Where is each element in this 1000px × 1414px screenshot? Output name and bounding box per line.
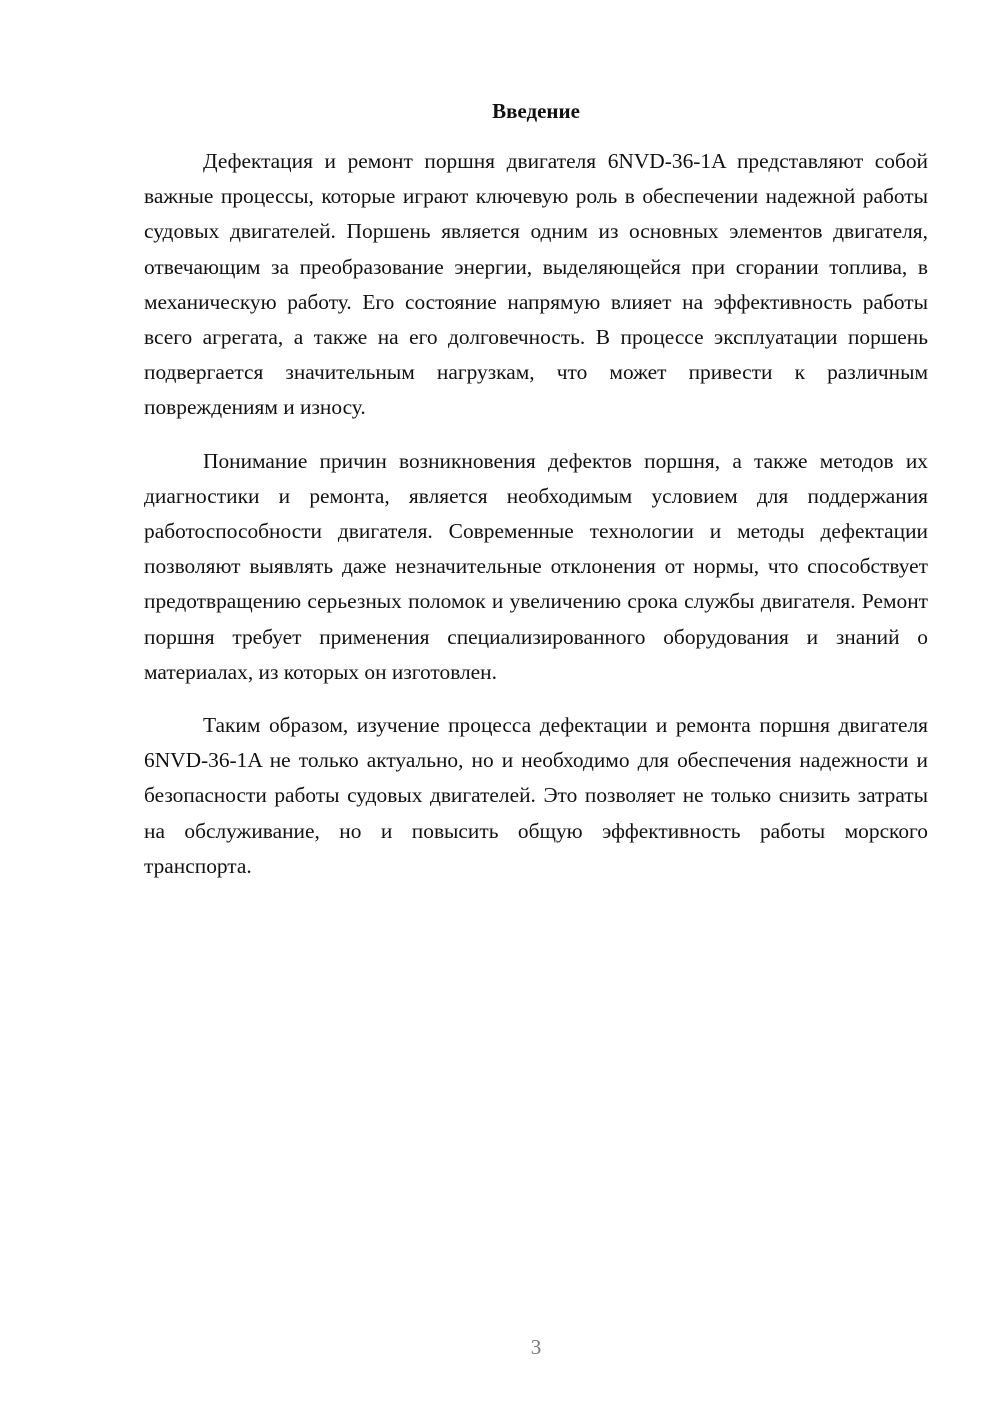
page-number: 3 (530, 1335, 542, 1359)
section-heading: Введение (492, 99, 580, 123)
paragraph-3: Таким образом, изучение процесса дефектации и ремонта поршня двигателя 6NVD-36-1A не только актуально, но и необходимо для обеспечения надежности и безопасности работы судовых двигателей. Это позволяет не только снизить затраты на обслуживание, но и повысить общую эффективность работы морского транспорта. (144, 713, 928, 878)
paragraph-2: Понимание причин возникновения дефектов поршня, а также методов их диагностики и ремонта, является необходимым условием для поддержания работоспособности двигателя. Современные технологии и методы дефектации позволяют выявлять даже незначительные отклонения от нормы, что способствует предотвращению серьезных поломок и увеличению срока службы двигателя. Ремонт поршня требует применения специализированного оборудования и знаний о материалах, из которых он изготовлен. (144, 448, 928, 684)
paragraph-1: Дефектация и ремонт поршня двигателя 6NVD-36-1A представляют собой важные процессы, которые играют ключевую роль в обеспечении надежной работы судовых двигателей. Поршень является одним из основных элементов двигателя, отвечающим за преобразование энергии, выделяющейся при сгорании топлива, в механическую работу. Его состояние напрямую влияет на эффективность работы всего агрегата, а также на его долговечность. В процессе эксплуатации поршень подвергается значительным нагрузкам, что может привести к различным повреждениям и износу. (144, 149, 928, 420)
body-text (144, 144, 928, 902)
